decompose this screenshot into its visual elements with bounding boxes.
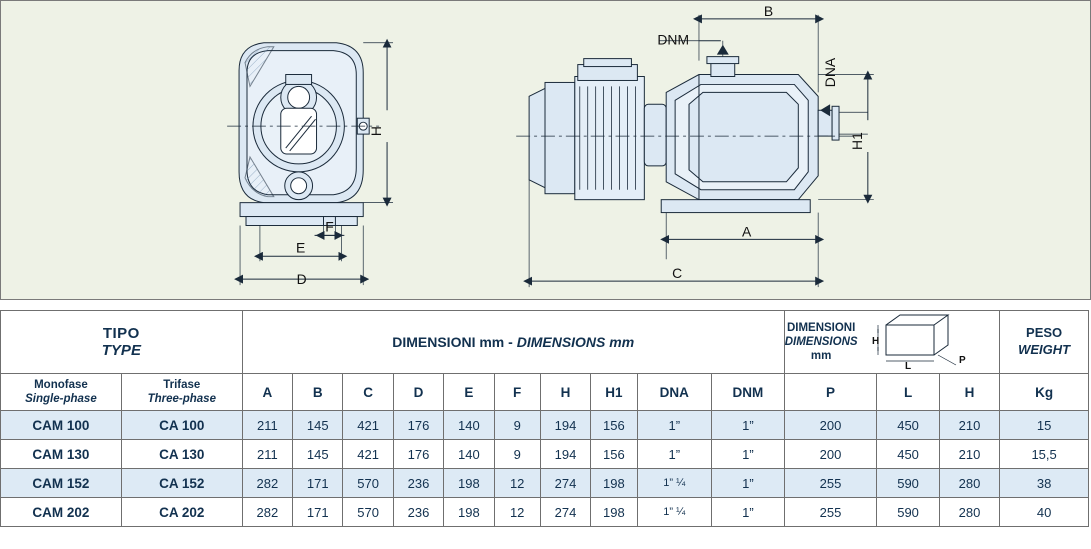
label-D: D xyxy=(296,271,307,288)
col-header-Kg: Kg xyxy=(1000,374,1089,411)
label-A: A xyxy=(742,223,752,240)
cell-DNA: 1” ¼ xyxy=(637,469,712,498)
cell-three-phase: CA 100 xyxy=(121,411,242,440)
cell-B: 145 xyxy=(293,411,343,440)
header-package-unit: mm xyxy=(810,350,832,363)
header-three-phase xyxy=(121,374,242,411)
header-package-dimensions xyxy=(784,311,1000,374)
col-header-B: B xyxy=(293,374,343,411)
cell-F: 9 xyxy=(494,411,540,440)
label-E: E xyxy=(296,239,306,256)
cell-L: 450 xyxy=(877,440,939,469)
cell-DNM: 1” xyxy=(712,469,785,498)
cell-three-phase: CA 130 xyxy=(121,440,242,469)
cube-label-h: H xyxy=(871,336,879,347)
col-header-C: C xyxy=(343,374,393,411)
header-dimensions xyxy=(242,311,784,374)
cell-E: 198 xyxy=(444,469,494,498)
cell-single-phase: CAM 130 xyxy=(1,440,122,469)
cube-label-l: L xyxy=(904,361,911,369)
cell-D: 236 xyxy=(393,469,443,498)
table-row xyxy=(1,411,1089,440)
label-C: C xyxy=(672,265,683,282)
header-single-en: Single-phase xyxy=(25,393,97,406)
cell-H1: 198 xyxy=(591,498,637,527)
cell-F: 9 xyxy=(494,440,540,469)
label-B: B xyxy=(763,2,774,19)
cell-A: 211 xyxy=(242,440,292,469)
cell-F: 12 xyxy=(494,469,540,498)
label-H1: H1 xyxy=(848,132,865,150)
cell-P: 200 xyxy=(784,440,877,469)
header-dimensions-it: DIMENSIONI mm - xyxy=(392,334,517,351)
cell-E: 140 xyxy=(444,440,494,469)
col-header-H: H xyxy=(540,374,590,411)
table-row xyxy=(1,498,1089,527)
col-header-DNM: DNM xyxy=(712,374,785,411)
specification-table-wrap xyxy=(0,310,1091,548)
cell-pack-H: 280 xyxy=(939,469,999,498)
cell-Kg: 15,5 xyxy=(1000,440,1089,469)
col-header-E: E xyxy=(444,374,494,411)
cell-A: 282 xyxy=(242,498,292,527)
table-row xyxy=(1,469,1089,498)
label-H-front: H xyxy=(368,126,385,137)
cell-H1: 156 xyxy=(591,440,637,469)
cell-pack-H: 210 xyxy=(939,411,999,440)
cell-three-phase: CA 202 xyxy=(121,498,242,527)
table-header-row-2 xyxy=(1,374,1089,411)
cell-D: 176 xyxy=(393,440,443,469)
cell-pack-H: 280 xyxy=(939,498,999,527)
col-header-DNA: DNA xyxy=(637,374,712,411)
col-header-P: P xyxy=(784,374,877,411)
cell-E: 140 xyxy=(444,411,494,440)
front-view xyxy=(227,43,467,288)
cell-E: 198 xyxy=(444,498,494,527)
cell-B: 145 xyxy=(293,440,343,469)
specification-table xyxy=(0,310,1089,527)
cell-C: 570 xyxy=(343,469,393,498)
cell-DNA: 1” xyxy=(637,440,712,469)
label-DNA: DNA xyxy=(822,57,839,88)
cell-H1: 198 xyxy=(591,469,637,498)
side-view xyxy=(516,15,874,287)
header-weight-en: WEIGHT xyxy=(1018,342,1071,358)
cell-B: 171 xyxy=(293,498,343,527)
col-header-F: F xyxy=(494,374,540,411)
header-single-it: Monofase xyxy=(34,379,88,391)
cell-single-phase: CAM 100 xyxy=(1,411,122,440)
cell-single-phase: CAM 202 xyxy=(1,498,122,527)
cell-single-phase: CAM 152 xyxy=(1,469,122,498)
label-F: F xyxy=(325,218,334,235)
cell-H1: 156 xyxy=(591,411,637,440)
col-header-pack-H: H xyxy=(939,374,999,411)
cell-C: 421 xyxy=(343,411,393,440)
cell-P: 255 xyxy=(784,469,877,498)
header-weight xyxy=(1000,311,1089,374)
cell-D: 176 xyxy=(393,411,443,440)
package-cube-icon xyxy=(864,311,972,373)
pump-drawings-svg xyxy=(1,1,1090,299)
cell-C: 570 xyxy=(343,498,393,527)
col-header-D: D xyxy=(393,374,443,411)
label-DNM: DNM xyxy=(657,31,690,48)
cell-L: 590 xyxy=(877,498,939,527)
table-row xyxy=(1,440,1089,469)
cell-L: 590 xyxy=(877,469,939,498)
header-single-phase xyxy=(1,374,122,411)
cell-F: 12 xyxy=(494,498,540,527)
header-weight-it: PESO xyxy=(1026,325,1063,341)
cell-A: 282 xyxy=(242,469,292,498)
header-three-it: Trifase xyxy=(163,379,201,391)
cell-DNA: 1” ¼ xyxy=(637,498,712,527)
header-package-it: DIMENSIONI xyxy=(786,321,856,334)
cell-A: 211 xyxy=(242,411,292,440)
col-header-H1: H1 xyxy=(591,374,637,411)
cell-B: 171 xyxy=(293,469,343,498)
col-header-L: L xyxy=(877,374,939,411)
cell-L: 450 xyxy=(877,411,939,440)
cell-H: 274 xyxy=(540,469,590,498)
cell-P: 200 xyxy=(784,411,877,440)
cell-Kg: 38 xyxy=(1000,469,1089,498)
cell-Kg: 15 xyxy=(1000,411,1089,440)
cell-DNA: 1” xyxy=(637,411,712,440)
header-dimensions-en: DIMENSIONS mm xyxy=(516,334,635,351)
cell-pack-H: 210 xyxy=(939,440,999,469)
cell-DNM: 1” xyxy=(712,411,785,440)
cell-three-phase: CA 152 xyxy=(121,469,242,498)
cell-D: 236 xyxy=(393,498,443,527)
header-type xyxy=(1,311,243,374)
header-package-en: DIMENSIONS xyxy=(784,336,858,348)
header-type-it: TIPO xyxy=(102,325,140,343)
cell-H: 194 xyxy=(540,440,590,469)
cell-H: 194 xyxy=(540,411,590,440)
cell-P: 255 xyxy=(784,498,877,527)
cell-Kg: 40 xyxy=(1000,498,1089,527)
table-header-row-1 xyxy=(1,311,1089,374)
cell-H: 274 xyxy=(540,498,590,527)
cube-label-p: P xyxy=(958,355,966,366)
col-header-A: A xyxy=(242,374,292,411)
header-type-en: TYPE xyxy=(101,342,141,360)
cell-C: 421 xyxy=(343,440,393,469)
cell-DNM: 1” xyxy=(712,498,785,527)
cell-DNM: 1” xyxy=(712,440,785,469)
header-three-en: Three-phase xyxy=(147,393,216,406)
